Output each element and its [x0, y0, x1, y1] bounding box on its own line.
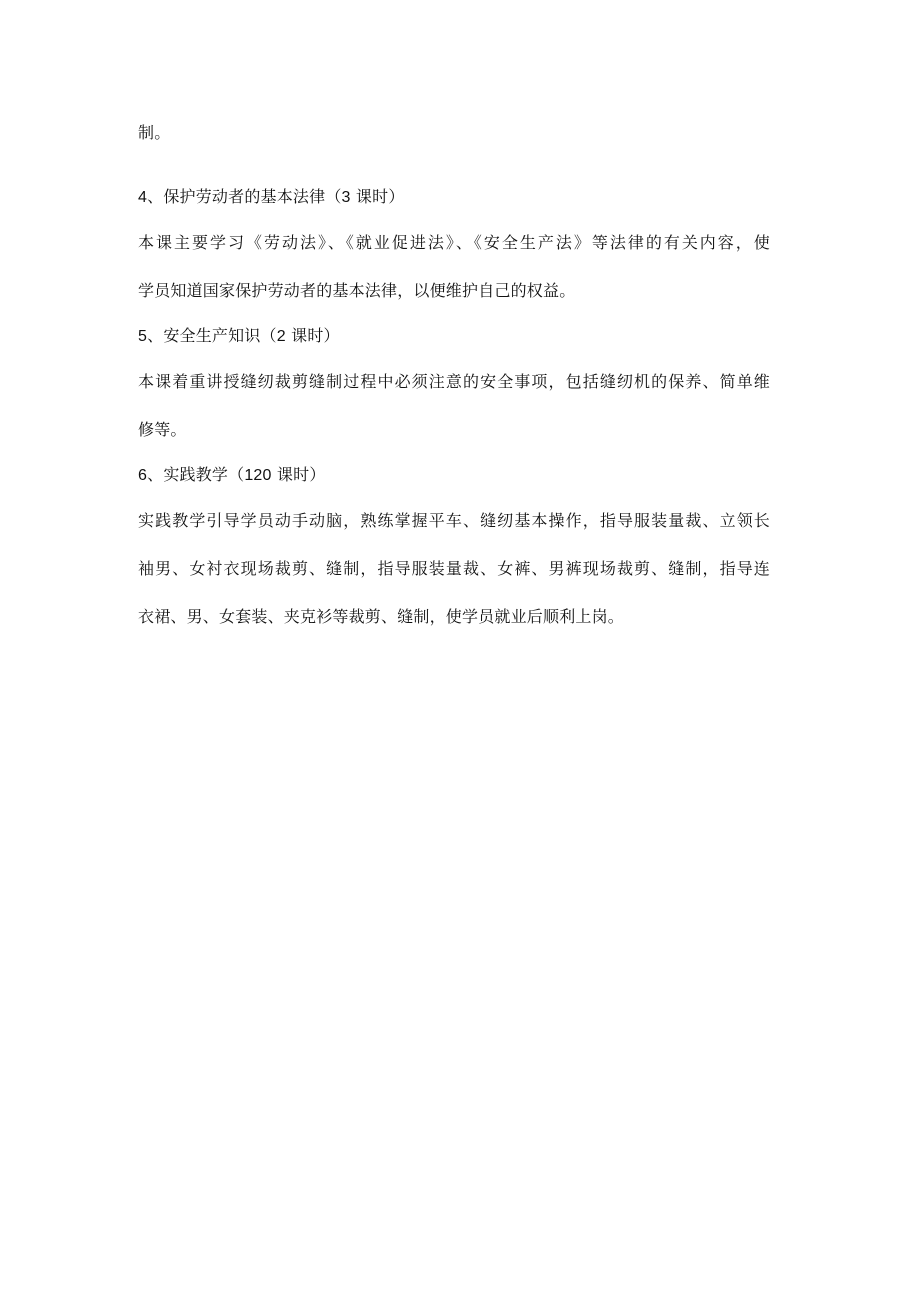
- heading-separator: 、: [147, 326, 164, 345]
- heading-hours-unit: 课时: [285, 326, 324, 345]
- heading-hours-number: 120: [244, 467, 272, 484]
- heading-separator: 、: [147, 187, 164, 206]
- section-paragraph-4: [138, 228, 770, 306]
- paragraph-line: 本课主要学习《劳动法》、《就业促进法》、《安全生产法》等法律的有关内容，使: [138, 233, 770, 252]
- heading-separator: 、: [147, 465, 164, 484]
- section-heading-5: [138, 321, 770, 352]
- heading-number: 5: [138, 328, 148, 345]
- heading-open-paren: （: [325, 187, 342, 206]
- heading-hours-number: 3: [341, 189, 351, 206]
- paragraph-line: 袖男、女衬衣现场裁剪、缝制，指导服装量裁、女裤、男裤现场裁剪、缝制，指导连: [138, 559, 770, 578]
- section-heading-6: [138, 460, 770, 491]
- heading-open-paren: （: [228, 465, 245, 484]
- paragraph-line: 本课着重讲授缝纫裁剪缝制过程中必须注意的安全事项，包括缝纫机的保养、简单维: [138, 372, 770, 391]
- section-paragraph-6: [138, 506, 770, 632]
- paragraph-line: 实践教学引导学员动手动脑，熟练掌握平车、缝纫基本操作，指导服装量裁、立领长: [138, 511, 770, 530]
- document-body: [138, 118, 770, 647]
- heading-open-paren: （: [260, 326, 277, 345]
- heading-hours-number: 2: [276, 328, 286, 345]
- heading-close-paren: ）: [388, 187, 405, 206]
- section-heading-4: [138, 182, 770, 213]
- heading-title: 安全生产知识: [163, 326, 261, 345]
- paragraph-line: 衣裙、男、女套装、夹克衫等裁剪、缝制，使学员就业后顺利上岗。: [138, 607, 625, 626]
- heading-close-paren: ）: [323, 326, 340, 345]
- continued-text: 制。: [138, 123, 171, 142]
- section-paragraph-5: [138, 367, 770, 445]
- heading-title: 实践教学: [163, 465, 229, 484]
- heading-hours-unit: 课时: [350, 187, 389, 206]
- heading-close-paren: ）: [309, 465, 326, 484]
- heading-number: 6: [138, 467, 148, 484]
- paragraph-line: 修等。: [138, 420, 187, 439]
- heading-title: 保护劳动者的基本法律: [163, 187, 326, 206]
- heading-number: 4: [138, 189, 148, 206]
- heading-hours-unit: 课时: [271, 465, 310, 484]
- paragraph-line: 学员知道国家保护劳动者的基本法律，以便维护自己的权益。: [138, 281, 576, 300]
